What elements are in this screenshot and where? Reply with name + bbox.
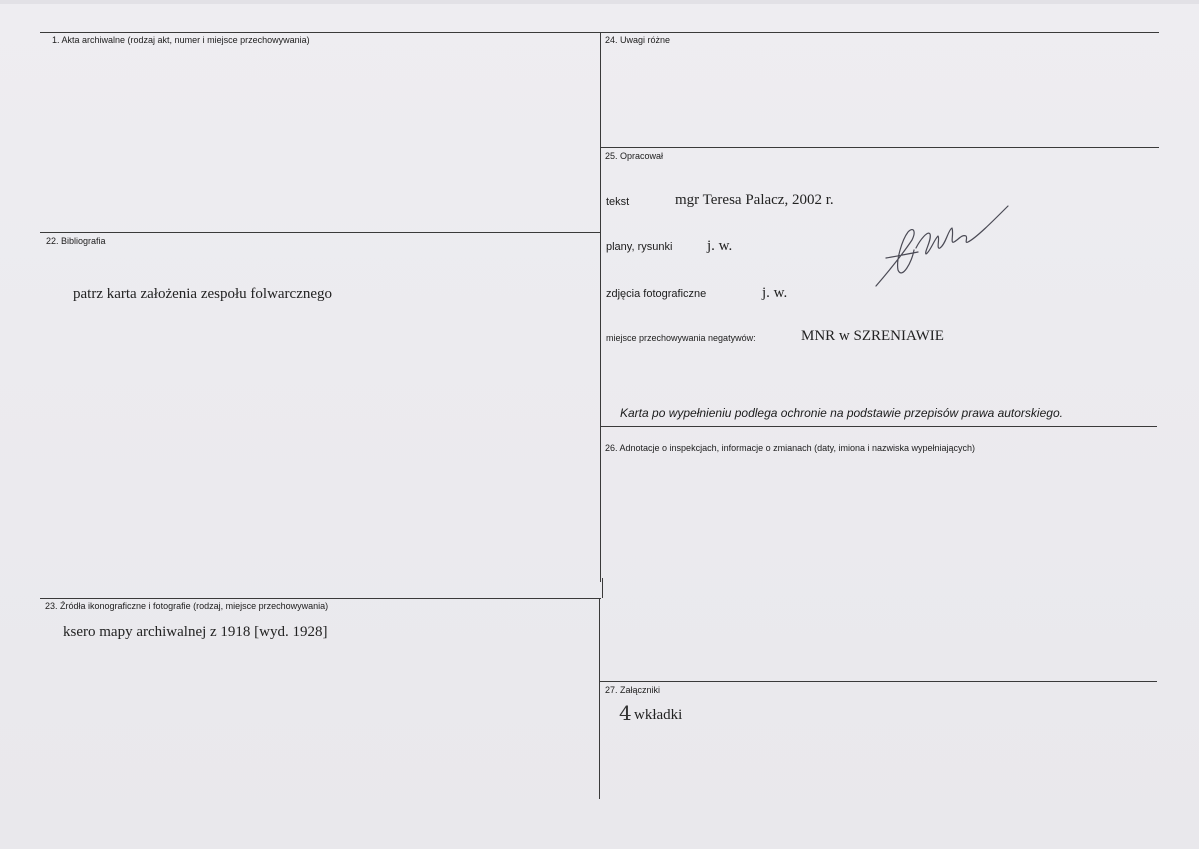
field-22-label: 22. Bibliografia xyxy=(46,236,106,246)
field-25-negatywy-value: MNR w SZRENIAWIE xyxy=(801,328,944,344)
field-25-plany-label: plany, rysunki xyxy=(606,241,673,253)
field-27-count: 4 xyxy=(619,701,632,725)
divider-lower xyxy=(599,598,600,799)
rule-field-25 xyxy=(600,147,1159,148)
field-1-label: 1. Akta archiwalne (rodzaj akt, numer i miejsce przechowywania) xyxy=(52,35,310,45)
field-23-value: ksero mapy archiwalnej z 1918 [wyd. 1928] xyxy=(63,624,328,640)
copyright-notice: Karta po wypełnieniu podlega ochronie na podstawie przepisów prawa autorskiego. xyxy=(620,406,1063,420)
rule-field-24 xyxy=(600,32,1159,33)
signature xyxy=(868,200,1013,292)
field-25-zdjecia-label: zdjęcia fotograficzne xyxy=(606,288,707,300)
field-25-zdjecia-value: j. w. xyxy=(762,285,788,301)
page-top-edge xyxy=(0,0,1199,4)
field-27-label: 27. Załączniki xyxy=(605,685,661,695)
field-23-label: 23. Źródła ikonograficzne i fotografie (rodzaj, miejsce przechowywania) xyxy=(45,601,329,611)
field-25-tekst-value: mgr Teresa Palacz, 2002 r. xyxy=(675,192,834,208)
rule-field-26 xyxy=(600,426,1157,427)
rule-field-22 xyxy=(40,232,600,233)
field-25-label: 25. Opracował xyxy=(605,151,664,161)
field-25-negatywy-label: miejsce przechowywania negatywów: xyxy=(606,333,756,343)
field-22-value: patrz karta założenia zespołu folwarcznego xyxy=(73,286,333,302)
field-27-value: wkładki xyxy=(634,707,683,723)
divider-upper xyxy=(600,32,601,582)
field-25-tekst-label: tekst xyxy=(606,196,630,208)
field-25-plany-value: j. w. xyxy=(707,238,733,254)
field-26-label: 26. Adnotacje o inspekcjach, informacje o zmianach (daty, imiona i nazwiska wypełniających) xyxy=(605,443,976,453)
rule-field-27 xyxy=(600,681,1157,682)
divider-step xyxy=(602,578,603,598)
rule-field-1 xyxy=(40,32,600,33)
rule-field-23 xyxy=(40,598,601,599)
field-24-label: 24. Uwagi różne xyxy=(605,35,671,45)
